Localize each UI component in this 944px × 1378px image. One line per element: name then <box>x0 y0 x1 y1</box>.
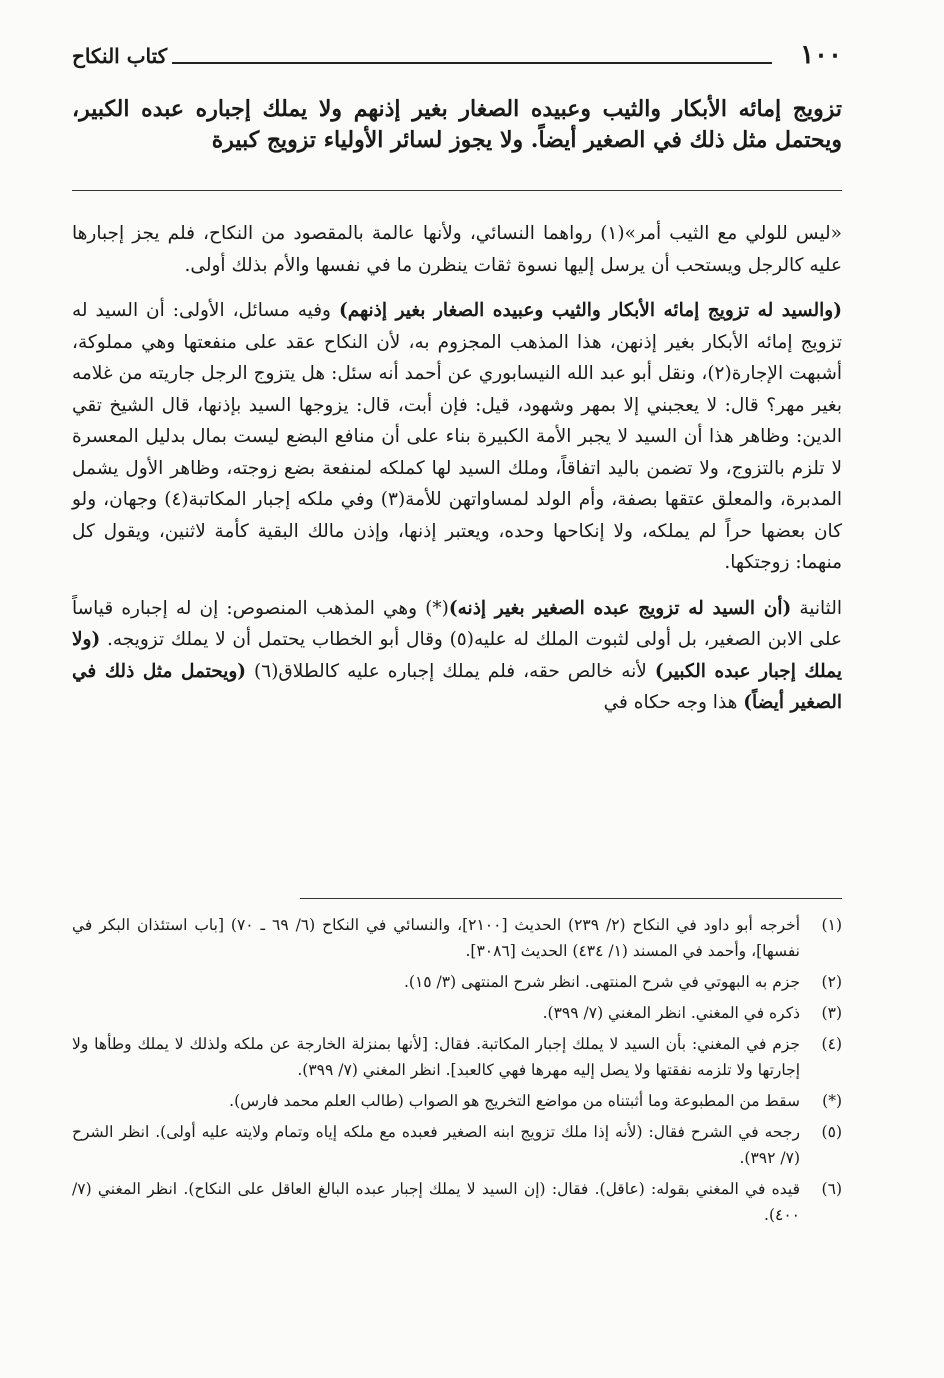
commentary-paragraph-2 <box>72 295 842 579</box>
footnote-number: (٢) <box>821 973 842 991</box>
footnote-text: رجحه في الشرح فقال: (لأنه إذا ملك تزويج ابنه الصغير فعبده مع ملكه إياه وتمام ولايته عليه أولى). انظر الشرح (٧/ ٣٩٢). <box>72 1123 800 1167</box>
commentary-text: لأنه خالص حقه، فلم يملك إجباره عليه كالطلاق(٦) <box>246 660 655 682</box>
running-header <box>72 40 842 74</box>
footnote-divider <box>300 898 842 899</box>
book-title: كتاب النكاح <box>72 44 168 68</box>
footnote-text: سقط من المطبوعة وما أثبتناه من مواضع التخريج هو الصواب (طالب العلم محمد فارس). <box>229 1092 800 1110</box>
footnote-number: (٦) <box>821 1180 842 1198</box>
footnote-number: (١) <box>821 916 842 934</box>
footnote <box>72 1119 842 1171</box>
page-number: ١٠٠ <box>800 40 842 70</box>
commentary-paragraph-1: «ليس للولي مع الثيب أمر»(١) رواهما النسائي، ولأنها عالمة بالمقصود من النكاح، فلم يجز إجبارها عليه كالرجل ويستحب أن يرسل إليها نسوة ثقات ينظرن ما في نفسها والأم بذلك أولى. <box>72 223 842 276</box>
header-rule <box>172 62 772 64</box>
footnote <box>72 912 842 964</box>
commentary-text: هذا وجه حكاه في <box>603 692 744 713</box>
footnote-text: أخرجه أبو داود في النكاح (٢/ ٢٣٩) الحديث [٢١٠٠]، والنسائي في النكاح (٦/ ٦٩ ـ ٧٠) [باب استئذان البكر في نفسها]، وأحمد في المسند (١/ ٤٣٤) الحديث [٣٠٨٦]. <box>72 916 801 960</box>
footnote-text: جزم في المغني: بأن السيد لا يملك إجبار المكاتبة. فقال: [لأنها بمنزلة الخارجة عن ملكه ولذلك لا يملك وطأها ولا إجارتها ولا تلزمه نفقتها ولا يصل إليه مهرها فهي كالعبد]. انظر المغني (٧/ ٣٩٩). <box>72 1035 800 1079</box>
footnote-text: ذكره في المغني. انظر المغني (٧/ ٣٩٩). <box>542 1004 800 1022</box>
main-text-divider <box>72 190 842 191</box>
quoted-matn: (ويحتمل مثل ذلك في الصغير أيضاً) <box>72 660 842 713</box>
commentary-text: (*) وهي المذهب المنصوص: إن له إجباره قياساً على الابن الصغير، بل أولى لثبوت الملك له عليه(٥) وقال أبو الخطاب يحتمل أن لا يملك تزويجه. <box>72 597 843 650</box>
footnote <box>72 969 842 995</box>
footnotes <box>72 912 842 1233</box>
footnote <box>72 1000 842 1026</box>
footnote-number: (*) <box>822 1092 842 1110</box>
main-text: تزويج إمائه الأبكار والثيب وعبيده الصغار بغير إذنهم ولا يملك إجباره عبده الكبير، ويحتمل مثل ذلك في الصغير أيضاً. ولا يجوز لسائر الأولياء تزويج كبيرة <box>72 96 842 153</box>
footnote-text: جزم به البهوتي في شرح المنتهى. انظر شرح المنتهى (٣/ ١٥). <box>403 973 800 991</box>
commentary-text: الثانية <box>791 597 842 619</box>
footnote <box>72 1088 842 1114</box>
quoted-matn: (أن السيد له تزويج عبده الصغير بغير إذنه) <box>448 597 792 619</box>
footnote-text: قيده في المغني بقوله: (عاقل). فقال: (إن السيد لا يملك إجبار عبده البالغ العاقل على النكاح). انظر المغني (٧/ ٤٠٠). <box>72 1180 800 1224</box>
footnote-number: (٥) <box>821 1123 842 1141</box>
footnote <box>72 1176 842 1228</box>
commentary-text: وفيه مسائل، الأولى: أن السيد له تزويج إمائه الأبكار بغير إذنهن، هذا المذهب المجزوم به، لأن النكاح عقد على منفعتها وهي مملوكة، أشبهت الإجارة(٢)، ونقل أبو عبد الله النيسابوري عن أحمد أنه سئل: هل يتزوج الرجل جاريته من غلامه بغير مهر؟ قال: لا يعجبني إلا بمهر وشهود، قيل: فإن أبت، قال: يزوجها السيد بإذنها، قال الشيخ تقي الدين: وظاهر هذا أن السيد لا يجبر الأمة الكبيرة بناء على أن منافع البضع ليست بمال بدليل المعسرة لا تلزم بالتزوج، ولا تضمن باليد اتفاقاً، وملك السيد لها كملكه لمنفعة بضع زوجته، وظاهر الأول يشمل المدبرة، والمعلق عتقها بصفة، وأم الولد لمساواتهن للأمة(٣) وفي ملكه إجبار المكاتبة(٤) وجهان، ولو كان بعضها حراً لم يملكه، ولا إنكاحها وحده، ويعتبر إذنها، وإذن مالك البقية كأمة لاثنين، ويقول كل منهما: زوجتكها. <box>72 300 842 573</box>
quoted-matn: (ولا يملك إجبار عبده الكبير) <box>72 629 842 682</box>
commentary-paragraph-3 <box>72 593 842 719</box>
footnote-number: (٣) <box>821 1004 842 1022</box>
footnote-number: (٤) <box>821 1035 842 1053</box>
footnote <box>72 1031 842 1083</box>
quoted-matn: (والسيد له تزويج إمائه الأبكار والثيب وعبيده الصغار بغير إذنهم) <box>338 300 842 321</box>
commentary <box>72 218 842 733</box>
